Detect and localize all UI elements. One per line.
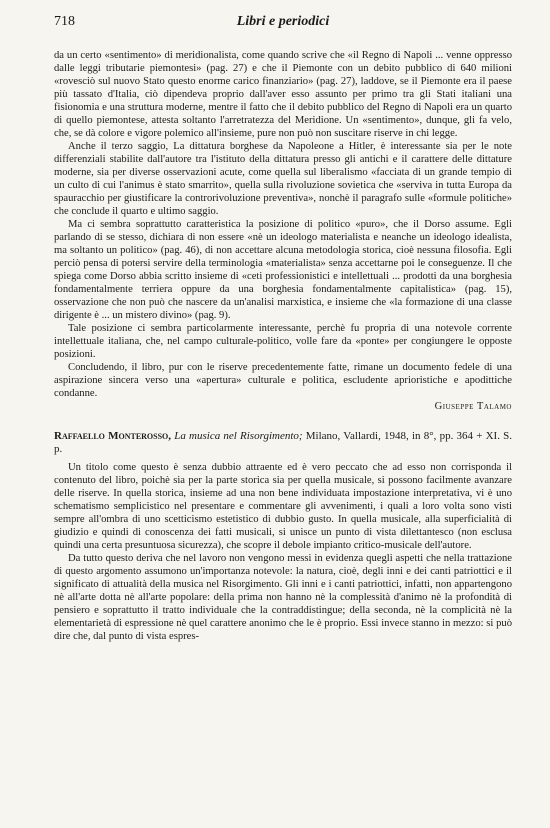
review-author: Raffaello Monterosso, <box>54 430 172 442</box>
paragraph: Tale posizione ci sembra particolarmente interessante, perchè fu propria di una notevole corrente intellettuale italiana, che, nel campo culturale-politico, volle fare da «ponte» per congiungere le opposte posizioni. <box>54 323 512 360</box>
paragraph: Concludendo, il libro, pur con le riserve precedentemente fatte, rimane un documento fedele di una aspirazione sincera verso una «apertura» culturale e politica, escludente aprioristiche e apodittiche condanne. <box>54 362 512 399</box>
running-head: Libri e periodici <box>236 14 330 29</box>
review-heading <box>54 430 512 456</box>
paragraph: da un certo «sentimento» di meridionalista, come quando scrive che «il Regno di Napoli ... venne oppresso dalle leggi tributarie piemontesi» (pag. 27) e che il Piemonte con un debito pubblico di 640 milioni «rovesciò sul nuovo Stato questo enorme carico finanziario» (pag. 27), laddove, se il Piemonte era il paese più tassato d'Italia, ciò dipendeva proprio dall'aver esso assunto per primo tra gli Stati italiani una fisionomia e una struttura moderne, mentre il fatto che il debito pubblico del Regno di Napoli era un quarto di quello piemontese, attesta soltanto l'arretratezza del Meridione. Un «sentimento», dunque, gli fa velo, che, se dà colore e vigore polemico all'insieme, pure non può non suscitare riserve in chi legge. <box>54 50 512 139</box>
paragraph: Un titolo come questo è senza dubbio attraente ed è vero peccato che ad esso non corrisponda il contenuto del libro, poichè sia per la parte storica sia per quella musicale, si possono facilmente avanzare delle riserve. In quella storica, insieme ad una non bene individuata impostazione interpretativa, vi è uno schematismo semplicistico nel presentare e commentare gli avvenimenti, i quali a loro volta sono visti sempre all'ombra di uno scetticismo estetistico di dubbio gusto. In quella musicale, alla superficialità di giudizio e quindi di conoscenza dei fatti musicali, si unisce un punto di vista dilettantesco (non esclusa quindi una certa presuntuosa sicurezza), che scopre il debole impianto critico-musicale dell'autore. <box>54 462 512 551</box>
page-number: 718 <box>54 14 75 29</box>
page-header <box>54 14 512 34</box>
paragraph: Ma ci sembra soprattutto caratteristica la posizione di politico «puro», che il Dorso assume. Egli parlando di se stesso, dichiara di non essere «nè un ideologo materialista e neanche un ideologo idealista, ma soltanto un politico» (pag. 46), di non accettare alcuna metodologia storica, cioè nessuna filosofia. Egli perciò pensa di potersi servire della terminologia «materialista» senza accettarne poi le conseguenze. Il che spiega come Dorso abbia scritto insieme di «ceti professionistici e intellettuali ... prodotti da una borghesia fondamentalmente terriera oppure da una borghesia fondamentalmente capitalistica» (pag. 15), osservazione che non può che nascere da un'analisi marxistica, e insieme che «la formazione di una classe dirigente è ... un mistero divino» (pag. 9). <box>54 219 512 321</box>
review-title: La musica nel Risorgimento; <box>174 430 303 442</box>
body-text <box>54 49 512 643</box>
paragraph: Da tutto questo deriva che nel lavoro non vengono messi in evidenza quegli aspetti che nella trattazione di questo argomento assumono un'importanza notevole: la natura, cioè, degli inni e dei canti patriottici e il significato di attualità della musica nel Risorgimento. Gli inni e i canti patriottici, infatti, non appartengono nè all'arte dotta nè all'arte popolare: della prima non hanno nè la complessità d'animo nè la profondità di pensiero e soprattutto il tratto individuale che la contraddistingue; della seconda, nè la complicità nè la elementarietà di espressione nè quel carattere anonimo che le è proprio. Essi invece stanno in mezzo: si può dire che, dal punto di vista espres- <box>54 553 512 642</box>
review-details: Milano, Vallardi, 1948, in 8°, pp. 364 + XI. S. p. <box>54 430 513 455</box>
review-body <box>54 461 512 643</box>
paragraph: Anche il terzo saggio, La dittatura borghese da Napoleone a Hitler, è interessante sia per le note differenziali stabilite dall'autore tra l'istituto della dittatura presso gli antichi e il carattere delle dittature moderne, sia per diverse osservazioni acute, come quella sul liberalismo «facciata di un grande tempio di un culto di cui l'animus è stato smarrito», quella sulla rivoluzione sovietica che «serviva in tutta Europa da spauracchio per giustificare la controrivoluzione preventiva», nonchè il paragrafo sulle «formule politiche» che conclude il quarto e ultimo saggio. <box>54 141 512 217</box>
reviewer-signature: Giuseppe Talamo <box>434 401 512 412</box>
